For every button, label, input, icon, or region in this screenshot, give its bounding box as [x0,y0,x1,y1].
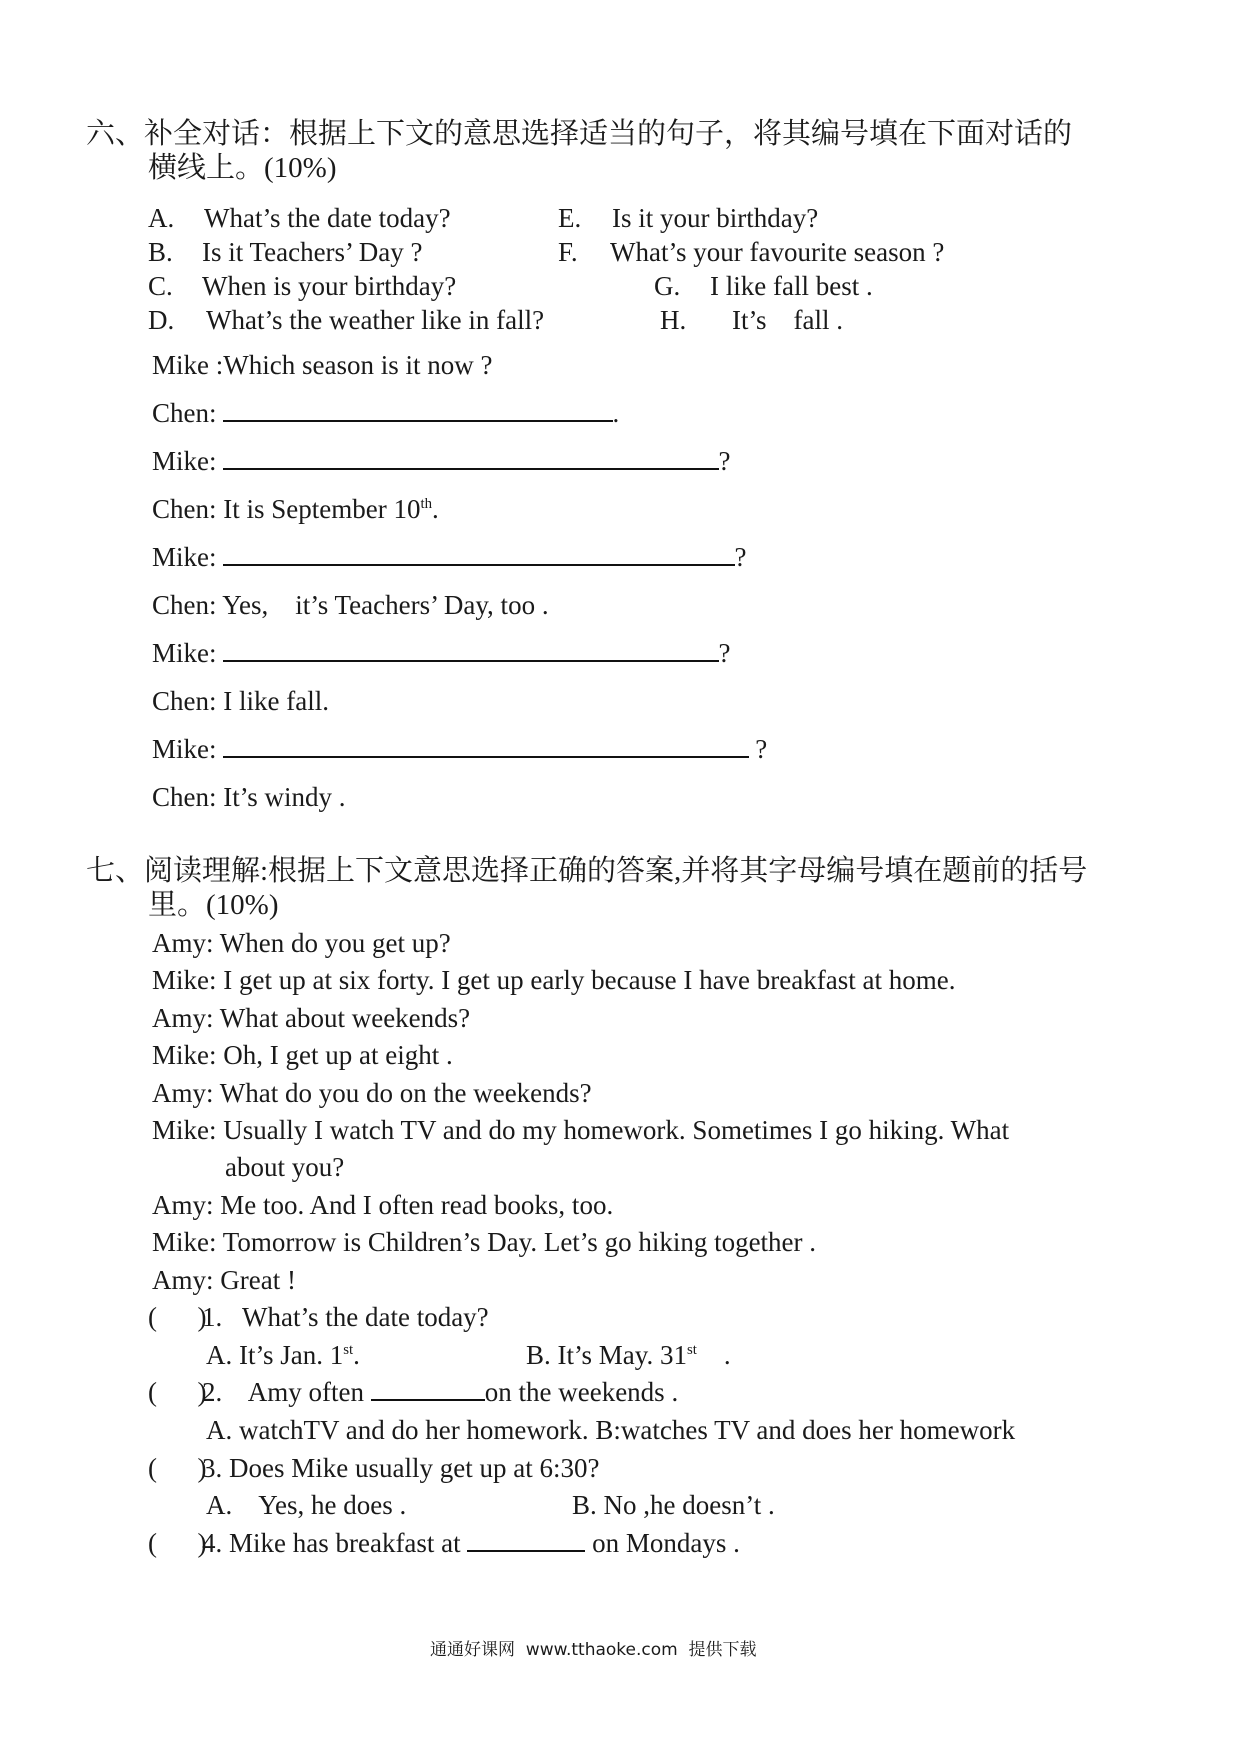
dialogue-line-7: Mike: ? [152,638,731,668]
section7-heading-line2: 里。(10%) [148,889,279,921]
answer-paren[interactable]: ( ) [148,1453,207,1483]
option-f: F. What’s your favourite season ? [558,237,945,267]
question-text: 3. Does Mike usually get up at 6:30? [202,1453,600,1483]
option-c: C. When is your birthday? [148,271,457,301]
choice-a[interactable]: A. Yes, he does . [206,1490,407,1520]
dialogue-line-3: Mike: ? [152,446,731,476]
answer-blank[interactable] [223,660,719,662]
choice-b[interactable]: B. No ,he doesn’t . [572,1490,775,1520]
answer-blank[interactable] [371,1399,485,1401]
answer-blank[interactable] [223,468,719,470]
passage-line: Mike: Tomorrow is Children’s Day. Let’s go hiking together . [152,1227,817,1257]
passage-line: about you? [225,1152,345,1182]
question-text: 4. Mike has breakfast at on Mondays . [202,1528,740,1558]
footer-text: 通通好课网 www.tthaoke.com 提供下载 [430,1640,757,1660]
question-text: 2. Amy often on the weekends . [202,1377,679,1407]
question-text: 1. What’s the date today? [202,1302,489,1332]
option-b: B. Is it Teachers’ Day ? [148,237,423,267]
dialogue-line-2: Chen: . [152,398,620,428]
answer-paren[interactable]: ( ) [148,1302,207,1332]
section6-heading-line1: 六、补全对话：根据上下文的意思选择适当的句子，将其编号填在下面对话的 [86,118,1073,150]
section7-heading-line1: 七、阅读理解:根据上下文意思选择正确的答案,并将其字母编号填在题前的括号 [86,855,1088,887]
option-d: D. What’s the weather like in fall? [148,305,545,335]
answer-blank[interactable] [223,564,735,566]
option-h: H. It’s fall . [660,305,843,335]
passage-line: Amy: Great ! [152,1265,296,1295]
answer-paren[interactable]: ( ) [148,1377,207,1407]
answer-paren[interactable]: ( ) [148,1528,207,1558]
section6-heading-line2: 横线上。(10%) [148,152,337,184]
passage-line: Amy: What do you do on the weekends? [152,1078,592,1108]
option-g: G. I like fall best . [654,271,873,301]
dialogue-line-5: Mike: ? [152,542,747,572]
answer-blank[interactable] [467,1550,585,1552]
dialogue-line-4: Chen: It is September 10th. [152,494,439,524]
dialogue-line-10: Chen: It’s windy . [152,782,346,812]
dialogue-line-1: Mike :Which season is it now ? [152,350,493,380]
passage-line: Mike: Oh, I get up at eight . [152,1040,453,1070]
passage-line: Mike: Usually I watch TV and do my homework. Sometimes I go hiking. What [152,1115,1010,1145]
choice-a[interactable]: A. It’s Jan. 1st. [206,1340,360,1370]
passage-line: Amy: Me too. And I often read books, too. [152,1190,614,1220]
choices[interactable]: A. watchTV and do her homework. B:watches TV and does her homework [206,1415,1016,1445]
passage-line: Mike: I get up at six forty. I get up early because I have breakfast at home. [152,965,956,995]
answer-blank[interactable] [223,420,613,422]
answer-blank[interactable] [223,756,749,758]
dialogue-line-9: Mike: ? [152,734,768,764]
option-a: A. What’s the date today? [148,203,451,233]
passage-line: Amy: When do you get up? [152,928,451,958]
dialogue-line-8: Chen: I like fall. [152,686,329,716]
choice-b[interactable]: B. It’s May. 31st . [526,1340,731,1370]
option-e: E. Is it your birthday? [558,203,819,233]
dialogue-line-6: Chen: Yes, it’s Teachers’ Day, too . [152,590,549,620]
passage-line: Amy: What about weekends? [152,1003,471,1033]
